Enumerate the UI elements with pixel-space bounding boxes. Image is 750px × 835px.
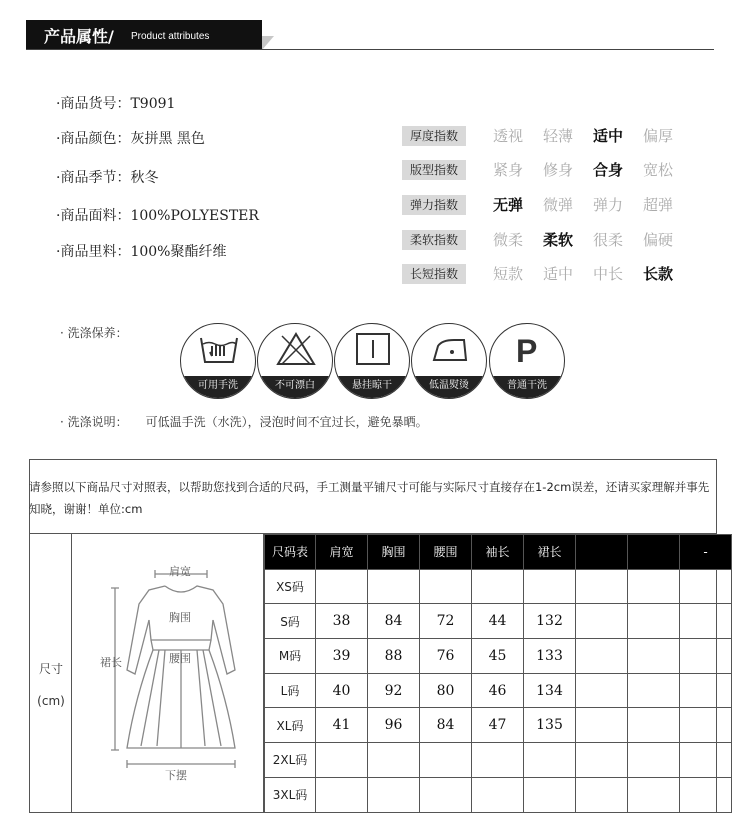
size-unit-label: (cm) [37,694,65,708]
table-header-row [265,535,732,570]
no-bleach-svg [276,332,316,368]
size-name-cell: 2XL码 [265,743,316,778]
care-label: 低温熨烫 [412,376,486,398]
table-cell [680,639,732,674]
index-option: 弹力 [592,196,623,214]
table-cell: 134 [524,673,576,708]
table-cell [420,777,472,812]
table-cell: 80 [420,673,472,708]
table-header-cell: 腰围 [420,535,472,570]
table-header-cell: 袖长 [472,535,524,570]
attr-value: 100%聚酯纤维 [130,244,227,260]
table-cell [628,569,680,604]
index-option: 偏硬 [642,231,673,249]
table-cell [576,777,628,812]
care-label: 普通干洗 [490,376,564,398]
dress-diagram [95,558,245,788]
size-name-cell: M码 [265,639,316,674]
table-cell [368,743,420,778]
size-name-cell: L码 [265,673,316,708]
table-cell [420,569,472,604]
table-row [265,673,732,708]
attr-label: ·商品面料： [56,208,131,224]
table-row [265,708,732,743]
table-cell: 96 [368,708,420,743]
table-cell: 47 [472,708,524,743]
table-row [265,604,732,639]
size-name-cell: S码 [265,604,316,639]
table-cell [680,743,732,778]
table-row [265,569,732,604]
table-header-cell: 尺码表 [265,535,316,570]
diagram-length-label: 裙长 [100,656,122,669]
attr-value: 灰拼黑 黑色 [130,131,205,147]
index-option: 中长 [592,265,623,283]
index-option: 短款 [492,265,523,283]
diagram-shoulder-label: 肩宽 [169,565,191,578]
attr-fabric [56,205,259,225]
header-divider [26,49,714,50]
size-name-cell: XL码 [265,708,316,743]
table-cell [680,604,732,639]
table-cell [628,604,680,639]
diagram-waist-label: 腰围 [169,652,191,665]
care-label: 可用手洗 [181,376,255,398]
table-cell [576,604,628,639]
care-label: 悬挂晾干 [335,376,409,398]
table-cell: 133 [524,639,576,674]
table-cell [628,777,680,812]
size-name-cell: XS码 [265,569,316,604]
table-cell [680,569,732,604]
attr-label: ·商品里料： [56,244,131,260]
attr-item-no [56,93,175,113]
table-cell [472,569,524,604]
attr-season [56,167,158,187]
index-label: 长短指数 [402,264,466,284]
table-cell [680,673,732,708]
table-cell: 135 [524,708,576,743]
table-cell: 132 [524,604,576,639]
attr-value: T9091 [130,96,176,112]
table-row [265,743,732,778]
table-header-cell [576,535,628,570]
table-cell [628,639,680,674]
table-cell [368,777,420,812]
hand-wash-svg [199,332,239,368]
table-cell: 84 [368,604,420,639]
index-option: 超弹 [642,196,673,214]
table-header-cell: 胸围 [368,535,420,570]
table-cell [420,743,472,778]
wash-instructions [60,413,428,430]
table-cell [524,569,576,604]
attr-value: 100%POLYESTER [130,208,259,224]
svg-text:P: P [516,333,538,368]
table-cell: 39 [316,639,368,674]
attr-label: ·商品季节： [56,170,131,186]
table-cell [628,743,680,778]
table-row [265,777,732,812]
table-header-cell [628,535,680,570]
dry-clean-svg [508,332,548,368]
table-cell [680,777,732,812]
index-option-selected: 长款 [642,265,673,283]
wash-note-text: 可低温手洗（水洗），浸泡时间不宜过长，避免暴晒。 [145,415,428,429]
diagram-hem-label: 下摆 [165,769,187,782]
index-label: 柔软指数 [402,230,466,250]
table-cell [576,743,628,778]
index-label: 弹力指数 [402,195,466,215]
table-cell [472,743,524,778]
size-label: 尺寸 [38,662,63,676]
hang-dry-svg [353,332,393,368]
index-option: 轻薄 [542,127,573,145]
table-cell [524,777,576,812]
table-cell [316,777,368,812]
table-cell [576,569,628,604]
index-option-selected: 适中 [592,127,623,145]
index-option: 适中 [542,265,573,283]
attr-value: 秋冬 [130,170,159,186]
index-label: 厚度指数 [402,126,466,146]
index-option: 很柔 [592,231,623,249]
table-cell [576,708,628,743]
table-header-cell: - [680,535,732,570]
dry-clean-p-icon [489,323,565,399]
table-cell [316,569,368,604]
hang-dry-icon [334,323,410,399]
attr-lining [56,241,226,261]
wash-care-label: · 洗涤保养： [60,326,128,340]
wash-note-label: · 洗涤说明： [60,415,128,429]
table-cell [680,708,732,743]
table-cell: 38 [316,604,368,639]
table-cell: 84 [420,708,472,743]
index-option: 宽松 [642,161,673,179]
index-option: 修身 [542,161,573,179]
care-label: 不可漂白 [258,376,332,398]
table-cell: 41 [316,708,368,743]
table-row [265,639,732,674]
table-cell: 88 [368,639,420,674]
table-cell: 92 [368,673,420,708]
table-cell [576,639,628,674]
attr-label: ·商品颜色： [56,131,131,147]
index-option-selected: 柔软 [542,231,573,249]
table-cell: 76 [420,639,472,674]
table-cell [368,569,420,604]
no-bleach-icon [257,323,333,399]
table-cell: 44 [472,604,524,639]
attr-label: ·商品货号： [56,96,131,112]
header-decoration [262,36,274,50]
table-cell [316,743,368,778]
size-note: 请参照以下商品尺寸对照表，以帮助您找到合适的尺码，手工测量平铺尺寸可能与实际尺寸直接存在1-2cm误差，还请买家理解并事先知晓，谢谢！单位:cm [29,480,710,516]
table-header-cell: 肩宽 [316,535,368,570]
index-option: 微弹 [542,196,573,214]
hand-wash-icon [180,323,256,399]
index-option: 微柔 [492,231,523,249]
low-iron-svg [430,332,470,368]
index-option-selected: 无弹 [492,196,523,214]
diagram-chest-label: 胸围 [169,611,191,624]
section-subtitle: Product attributes [131,31,210,42]
size-table [264,534,732,813]
table-cell [524,743,576,778]
section-header [26,20,262,50]
table-cell: 46 [472,673,524,708]
low-iron-icon [411,323,487,399]
attr-color [56,128,205,148]
table-cell: 72 [420,604,472,639]
table-cell [628,673,680,708]
table-cell: 45 [472,639,524,674]
table-cell [472,777,524,812]
index-option-selected: 合身 [592,161,623,179]
index-option: 偏厚 [642,127,673,145]
table-cell: 40 [316,673,368,708]
table-cell [628,708,680,743]
table-header-cell: 裙长 [524,535,576,570]
size-name-cell: 3XL码 [265,777,316,812]
table-cell [576,673,628,708]
index-label: 版型指数 [402,160,466,180]
index-option: 紧身 [492,161,523,179]
index-option: 透视 [492,127,523,145]
section-title: 产品属性/ [44,27,114,46]
